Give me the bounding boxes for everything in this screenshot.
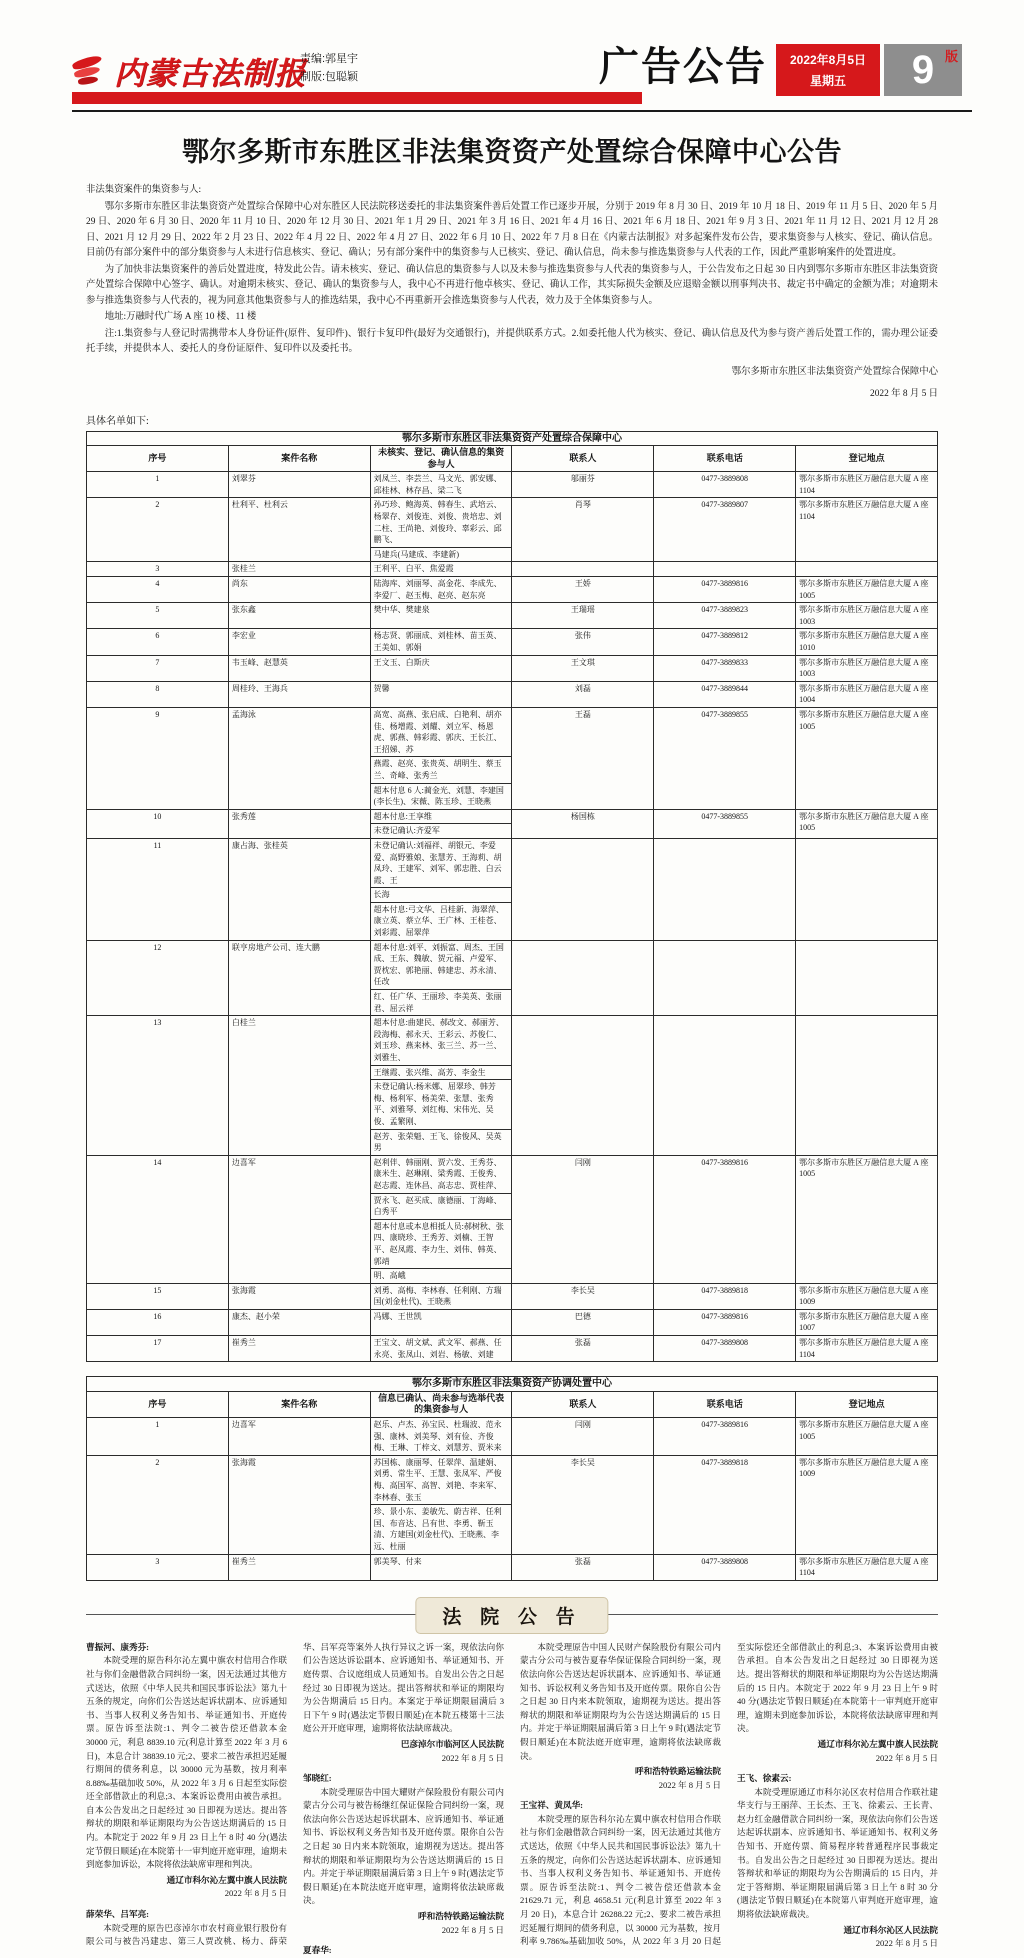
registration-location: 鄂尔多斯市东胜区万融信息大厦 A 座 1009 (796, 1283, 938, 1309)
table-row (87, 1283, 938, 1309)
participants-cell: 刘勇、高梅、李林春、任利刚、方瑞国(刘金杜代)、王晓燕 (370, 1283, 512, 1309)
participants-cell: 明、高峨 (370, 1269, 512, 1284)
row-index: 12 (87, 940, 229, 1016)
participants-cell: 未登记确认:齐爱军 (370, 824, 512, 839)
participants-cell: 孙巧珍、鲍海英、韩春生、武培云、杨翠存、刘俊连、刘俊、贵培忠、刘二柱、王尚艳、刘俊玲、辜彩云、邱鹏飞、 (370, 498, 512, 547)
registration-location: 鄂尔多斯市东胜区万融信息大厦 A 座 1005 (796, 707, 938, 809)
contact-phone: 0477-3889816 (654, 1309, 796, 1335)
participants-cell: 陆海库、刘丽琴、高金花、李成先、李爱厂、赵玉梅、赵亮、赵东亮 (370, 577, 512, 603)
column-header: 登记地点 (796, 446, 938, 472)
table-caption: 鄂尔多斯市东胜区非法集资资产处置综合保障中心 (87, 431, 938, 446)
participants-cell: 赵乐、卢杰、孙宝民、杜瑞波、范永强、康林、刘美琴、刘有俭、齐俊梅、王琳、丁梓文、刘慧芳、贾米来 (370, 1418, 512, 1456)
case-name: 张秀莲 (228, 809, 370, 838)
notice-date: 2022 年 8 月 5 日 (441, 1752, 504, 1763)
case-name: 联亨房地产公司、连大鹏 (228, 940, 370, 1016)
issue-weekday: 星期五 (809, 74, 846, 88)
registration-location (796, 838, 938, 940)
participants-cell: 冯娜、王世凯 (370, 1309, 512, 1335)
announcement-article (86, 130, 938, 1581)
notice-body: 本院受理原告中国大耀财产保险股份有限公司内蒙古分公司与被告杨继红保证保险合同纠纷一案，现依法向你公告送达起诉状副本、应诉通知书、举证通知书、诉讼权利义务告知书及开庭传票。限你自公告之日起 30 日内来本院领取，逾期视为送达。提出答辩状的期限和举证期限均为公告送达期满后的 15 日内。并定于举证期限届满后第 3 日上午 9 时(遇法定节假日顺延)在本院法庭开庭审理，逾期将依法缺席裁决。 (303, 1786, 504, 1906)
table-row (87, 1309, 938, 1335)
table-row (87, 1155, 938, 1193)
participants-cell: 超本付息:王享维 (370, 809, 512, 824)
table-row (87, 1455, 938, 1504)
notice-court: 呼和浩特铁路运输法院 (418, 1911, 504, 1922)
contact-phone: 0477-3889818 (654, 1455, 796, 1554)
contact-phone: 0477-3889808 (654, 1554, 796, 1580)
case-name: 崔秀兰 (228, 1554, 370, 1580)
address-line: 地址:万融时代广场 A 座 10 楼、11 楼 (104, 312, 257, 322)
case-name: 周桂玲、王海兵 (228, 681, 370, 707)
registration-location: 鄂尔多斯市东胜区万融信息大厦 A 座 1005 (796, 1418, 938, 1456)
notice-recipients: 邹晓红: (303, 1773, 332, 1784)
registration-location (796, 940, 938, 1016)
notice-date: 2022 年 8 月 5 日 (224, 1888, 287, 1899)
contact-person: 王瑞瑶 (512, 603, 654, 629)
notice-recipients: 王飞、徐素云: (737, 1773, 792, 1784)
contact-phone (654, 562, 796, 577)
table-row (87, 1016, 938, 1065)
contact-phone (654, 838, 796, 940)
case-name: 边喜军 (228, 1418, 370, 1456)
contact-person: 肖琴 (512, 498, 654, 562)
credits-block (300, 50, 358, 86)
contact-phone (654, 940, 796, 1016)
participants-cell: 贺馨 (370, 681, 512, 707)
row-index: 11 (87, 838, 229, 940)
paragraph-2: 为了加快非法集资案件的善后处置进度，特发此公告。请未核实、登记、确认信息的集资参与人以及未参与推选集资参与人代表的集资参与人，于公告发布之日起 30 日内到鄂尔多斯市东胜区非法集资资产处置综合保障中心签字、确认。对逾期未核实、登记、确认的集资参与人，我中心不再进行他卓核实、登记、确认工作，其实际损失金额及应退赔金额以刑事判决书、裁定书中确定的金额为准；对逾期未参与推选集资参与人代表的，视为同意其他集资参与人的推选结果，我中心不再重新开会推选集资参与人代表，效力及于全体集资参与人。 (86, 264, 938, 306)
notice-body: 本院受理的原告科尔沁左翼中旗农村信用合作联社与你们金融借款合同纠纷一案，因无法通过其他方式送达，依照《中华人民共和国民事诉讼法》第九十五条的规定，向你们公告送达起诉状副本、应诉通知书、当事人权利义务告知书、举证通知书、开庭传票。原告诉至法院:1、判令二被告偿还借款本金 21629.71 元，利息 4658.51 元(利息计算至 2022 年 3 月 20 日)，本息合计 26288.22 元;2、要求二被告承担迟延履行期间的债务利息，以 30000 元为基数，按月利率 9.786‰基础加收 50%，从 2022 年 3 月 20 日起至实际偿还全部借款止的利息;3、本案诉讼费用由被告承担。自本公告发出之日起经过 30 日即视为送达。提出答辩状的期限和举证期限均为公告送达期满后的 15 日内。本院定于 2022 年 9 月 23 日上午 9 时 40 分(遇法定节假日顺延)在本院第十一审判庭开庭审理，逾期未到庭参加诉讼，本院将依法缺席审理和判决。 (520, 1641, 938, 1947)
contact-person: 闫刚 (512, 1418, 654, 1456)
date-box (776, 44, 880, 96)
table-row (87, 838, 938, 887)
court-section-header (86, 1597, 938, 1631)
page-number: 9 (911, 48, 935, 92)
row-index: 16 (87, 1309, 229, 1335)
participants-cell: 刘凤兰、李芸兰、马文光、郭安娜、邱桂林、林存昌、梁二飞 (370, 472, 512, 498)
participants-cell: 超本付息 6 人:蔺金光、刘慧、李建国(李长生)、宋薇、陈玉珍、王晓燕 (370, 783, 512, 809)
notice-body: 本院受理的原告科尔沁左翼中旗农村信用合作联社与你们金融借款合同纠纷一案，因无法通过其他方式送达，依照《中华人民共和国民事诉讼法》第九十五条的规定，向你们公告送达起诉状副本、应诉通知书、当事人权利义务告知书、举证通知书、开庭传票。原告诉至法院:1、判令二被告偿还借款本金 30000 元，利息 8839.10 元(利息计算至 2022 年 3 月 6 日)，本息合计 38839.10 元;2、要求二被告承担迟延履行期间的债务利息，以 30000 元为基数，按月利率 8.88‰基础加收 50%，从 2022 年 3 月 6 日起至实际偿还全部借款止的利息;3、本案诉讼费用由被告承担。自本公告发出之日起经过 30 日即视为送达。提出答辩状的期限和举证期限均为公告送达期满后的 15 日内。本院定于 2022 年 9 月 23 日上午 8 时 40 分(遇法定节假日顺延)在本院第十一审判庭开庭审理，逾期未到庭参加诉讼，本院将依法缺席审理和判决。 (86, 1655, 287, 1870)
participants-cell: 苏国栋、康丽琴、任翠萍、温建娟、刘勇、常生平、王慧、张凤军、严俊梅、高国军、高智、刘艳、李来军、李林春、张玉 (370, 1455, 512, 1504)
masthead (52, 42, 972, 114)
case-name: 孟海泳 (228, 707, 370, 809)
notice-recipients: 夏春华: (303, 1945, 332, 1956)
contact-person: 张磊 (512, 1336, 654, 1362)
contact-person (512, 1016, 654, 1156)
registration-location: 鄂尔多斯市东胜区万融信息大厦 A 座 1004 (796, 681, 938, 707)
column-header: 序号 (87, 446, 229, 472)
contact-person (512, 838, 654, 940)
column-header: 联系电话 (654, 1391, 796, 1417)
notice-date: 2022 年 8 月 5 日 (875, 1938, 938, 1949)
participants-cell: 郭美琴、付来 (370, 1554, 512, 1580)
participants-cell: 王宝文、胡文斌、武文军、郝燕、任永亮、张凤山、刘岩、杨敏、刘建 (370, 1336, 512, 1362)
column-header: 信息已确认、尚未参与选举代表的集资参与人 (370, 1391, 512, 1417)
paper-name: 内蒙古法制报 (114, 56, 306, 91)
participants-cell: 珍、景小东、姜敏先、蔚吉祥、任利国、布音达、吕有世、李勇、靳玉清、方建国(刘金杜代)、王晓燕、李远、杜丽 (370, 1505, 512, 1554)
participants-cell: 未登记确认:刘福祥、胡银元、李爱爱、高野雅娘、张慧芳、王海莉、胡凤玲、王建军、刘军、郭忠胜、白云霞、王 (370, 838, 512, 887)
contact-person: 张伟 (512, 629, 654, 655)
notice-body: 本院受理的原告巴彦淖尔市农村商业银行股份有限公司与被告冯建忠、第三人贾改桃、杨力、薛荣华、吕军亮等案外人执行异议之诉一案，现依法向你们公告送达诉讼副本、应诉通知书、举证通知书、开庭传票、合议庭组成人员通知书。自发出公告之日起经过 30 日即视为送达。提出答辩状和举证的期限均为公告期满后 15 日内。本案定于举证期限届满后 3 日下午 9 时(遇法定节假日顺延)在本院五楼第十三法庭公开开庭审理，逾期将依法缺席裁决。 (86, 1641, 504, 1947)
contact-person: 刘磊 (512, 681, 654, 707)
table-row (87, 562, 938, 577)
notice-date: 2022 年 8 月 5 日 (441, 1924, 504, 1935)
participants-cell: 王文玉、白斯庆 (370, 655, 512, 681)
registration-location: 鄂尔多斯市东胜区万融信息大厦 A 座 1005 (796, 1155, 938, 1283)
participants-cell: 贾永飞、赵买成、康德丽、丁海峰、白秀平 (370, 1193, 512, 1219)
flame-logo-icon (70, 54, 106, 88)
notice-court: 通辽市科尔沁左翼中旗人民法院 (817, 1738, 938, 1749)
table-caption-row (87, 1377, 938, 1392)
contact-phone: 0477-3889808 (654, 1336, 796, 1362)
contact-person: 王娇 (512, 577, 654, 603)
paragraph-1: 鄂尔多斯市东胜区非法集资资产处置综合保障中心对东胜区人民法院移送委托的非法集资案件善后处置工作已逐步开展，分别于 2019 年 8 月 30 日、2019 年 10 月 18 日、2019 年 11 月 5 日、2020 年 5 月 29 日、2020 年 6 月 30 日、2020 年 11 月 10 日、2020 年 12 月 30 日、2021 年 1 月 29 日、2021 年 3 月 16 日、2021 年 4 月 16 日、2021 年 6 月 18 日、2021 年 9 月 3 日、2021 年 11 月 12 日、2021 月 12 月 28 日、2021 月 12 月 29 日、2022 年 2 月 23 日、2022 年 4 月 22 日、2022 年 4 月 27 日、2022 年 6 月 10 日、2022 年 7 月 8 日在《内蒙古法制报》对多起案件发布公告，要求集资参与人核实、登记、确认信息。目前仍有部分案件中的部分集资参与人未进行信息核实、登记、确认；另有部分案件中的集资参与人已核实、登记、确认信息，尚未参与推选集资参与人代表的工作，因此严重影响案件的处置进度。 (86, 201, 938, 258)
contact-person: 杨国栋 (512, 809, 654, 838)
registration-location: 鄂尔多斯市东胜区万融信息大厦 A 座 1104 (796, 1336, 938, 1362)
table-caption-row (87, 431, 938, 446)
notice-court: 通辽市科尔沁左翼中旗人民法院 (166, 1874, 287, 1885)
table-row (87, 655, 938, 681)
case-name: 康杰、赵小荣 (228, 1309, 370, 1335)
notice-body: 本院受理原告中国人民财产保险股份有限公司内蒙古分公司与被告夏春华保证保险合同纠纷一案，现依法向你公告送达起诉状副本、应诉通知书、举证通知书、诉讼权利义务告知书及开庭传票。限你自公告之日起 30 日内来本院领取，逾期视为送达。提出答辩状的期限和举证期限均为公告送达期满后的 15 日内。并定于举证期限届满后第 3 日上午 9 时(遇法定节假日顺延)在本院法庭开庭审理，逾期将依法缺席裁决。 (520, 1641, 721, 1761)
participants-cell: 超本付息或本息相抵人员:郝树秋、张四、康晓珍、王秀芳、刘楠、王智平、赵凤霞、李力生、刘伟、韩英、郭靖 (370, 1219, 512, 1268)
contact-person: 闫刚 (512, 1155, 654, 1283)
red-rule (72, 92, 642, 104)
case-name: 张海霞 (228, 1455, 370, 1554)
black-rule (72, 110, 972, 112)
case-name: 张桂兰 (228, 562, 370, 577)
participants-cell: 马建兵(马建成、李建新) (370, 547, 512, 562)
registration-location: 鄂尔多斯市东胜区万融信息大厦 A 座 1104 (796, 498, 938, 562)
case-name: 张东鑫 (228, 603, 370, 629)
contact-phone: 0477-3889812 (654, 629, 796, 655)
column-header: 案件名称 (228, 446, 370, 472)
row-index: 15 (87, 1283, 229, 1309)
contact-person (512, 562, 654, 577)
notice-date: 2022 年 8 月 5 日 (875, 1752, 938, 1763)
table-caption: 鄂尔多斯市东胜区非法集资资产协调处置中心 (87, 1377, 938, 1392)
credit-editor: 责编:郭星宇 (300, 53, 359, 65)
table-row (87, 1554, 938, 1580)
contact-person: 王磊 (512, 707, 654, 809)
participants-cell: 高宽、高燕、张启成、白艳利、胡亦佳、杨增霞、刘耀、刘立军、杨恩虎、郭燕、韩彩霞、郭庆、王长江、王招娣、苏 (370, 707, 512, 756)
court-section-title: 法 院 公 告 (415, 1597, 608, 1634)
table-row (87, 498, 938, 547)
row-index: 9 (87, 707, 229, 809)
case-name: 李宏业 (228, 629, 370, 655)
column-header: 案件名称 (228, 1391, 370, 1417)
case-name: 刘翠芬 (228, 472, 370, 498)
contact-person: 李长吴 (512, 1455, 654, 1554)
table-row (87, 707, 938, 756)
row-index: 3 (87, 562, 229, 577)
table-row (87, 577, 938, 603)
row-index: 2 (87, 498, 229, 562)
registration-location: 鄂尔多斯市东胜区万融信息大厦 A 座 1104 (796, 1554, 938, 1580)
row-index: 7 (87, 655, 229, 681)
notice-recipients: 薛荣华、吕军亮: (86, 1909, 150, 1920)
page-unit-label: 版 (944, 49, 958, 64)
table-row (87, 603, 938, 629)
issue-date: 2022年8月5日 (789, 53, 867, 67)
contact-phone: 0477-3889818 (654, 1283, 796, 1309)
column-header: 未核实、登记、确认信息的集资参与人 (370, 446, 512, 472)
registration-location: 鄂尔多斯市东胜区万融信息大厦 A 座 1003 (796, 655, 938, 681)
case-name: 崔秀兰 (228, 1336, 370, 1362)
notice-recipients: 曹振河、康秀芬: (86, 1641, 150, 1652)
registration-location (796, 562, 938, 577)
table-row (87, 1336, 938, 1362)
registration-location: 鄂尔多斯市东胜区万融信息大厦 A 座 1005 (796, 809, 938, 838)
contact-phone: 0477-3889816 (654, 577, 796, 603)
row-index: 1 (87, 472, 229, 498)
column-header: 联系人 (512, 446, 654, 472)
table-row (87, 940, 938, 989)
signature-org: 鄂尔多斯市东胜区非法集资资产处置综合保障中心 (731, 366, 938, 377)
list-lead: 具体名单如下: (86, 415, 149, 427)
notice-court: 呼和浩特铁路运输法院 (635, 1766, 721, 1777)
registration-location: 鄂尔多斯市东胜区万融信息大厦 A 座 1007 (796, 1309, 938, 1335)
credit-layout: 制版:包聪颖 (300, 71, 359, 83)
registration-location: 鄂尔多斯市东胜区万融信息大厦 A 座 1104 (796, 472, 938, 498)
row-index: 6 (87, 629, 229, 655)
row-index: 2 (87, 1455, 229, 1554)
table-header-row (87, 446, 938, 472)
contact-person (512, 940, 654, 1016)
row-index: 1 (87, 1418, 229, 1456)
signature-date: 2022 年 8 月 5 日 (870, 388, 938, 399)
contact-phone: 0477-3889855 (654, 707, 796, 809)
case-name: 张海霞 (228, 1283, 370, 1309)
row-index: 5 (87, 603, 229, 629)
row-index: 10 (87, 809, 229, 838)
row-index: 13 (87, 1016, 229, 1156)
case-name: 杜利平、杜利云 (228, 498, 370, 562)
contact-phone: 0477-3889833 (654, 655, 796, 681)
contact-phone: 0477-3889816 (654, 1155, 796, 1283)
notice-recipients: 王宝祥、黄凤华: (520, 1800, 584, 1811)
registration-table-1 (86, 431, 938, 1363)
participants-cell: 赵芳、张荣魁、王飞、徐俊风、吴英男 (370, 1129, 512, 1155)
table-row (87, 809, 938, 824)
table-row (87, 629, 938, 655)
contact-phone: 0477-3889807 (654, 498, 796, 562)
contact-phone: 0477-3889855 (654, 809, 796, 838)
row-index: 14 (87, 1155, 229, 1283)
notice-court: 通辽市科尔沁区人民法院 (843, 1924, 938, 1935)
participants-cell: 樊中华、樊建泉 (370, 603, 512, 629)
case-name: 尚东 (228, 577, 370, 603)
salutation: 非法集资案件的集资参与人: (86, 185, 202, 195)
page-title: 鄂尔多斯市东胜区非法集资资产处置综合保障中心公告 (182, 137, 842, 167)
column-header: 登记地点 (796, 1391, 938, 1417)
contact-phone: 0477-3889808 (654, 472, 796, 498)
registration-location: 鄂尔多斯市东胜区万融信息大厦 A 座 1005 (796, 577, 938, 603)
case-name: 康占海、张桂英 (228, 838, 370, 940)
case-name: 白桂兰 (228, 1016, 370, 1156)
registration-location: 鄂尔多斯市东胜区万融信息大厦 A 座 1003 (796, 603, 938, 629)
participants-cell: 燕霞、赵亮、张贵英、胡明生、蔡玉兰、奇峰、张秀兰 (370, 757, 512, 783)
registration-location (796, 1016, 938, 1156)
registration-location: 鄂尔多斯市东胜区万融信息大厦 A 座 1009 (796, 1455, 938, 1554)
contact-phone (654, 1016, 796, 1156)
table-row (87, 681, 938, 707)
column-header: 联系电话 (654, 446, 796, 472)
contact-person: 邬丽芬 (512, 472, 654, 498)
court-notices (86, 1641, 938, 1958)
row-index: 3 (87, 1554, 229, 1580)
contact-person: 李长吴 (512, 1283, 654, 1309)
table-row (87, 472, 938, 498)
contact-person: 王文琪 (512, 655, 654, 681)
case-name: 韦玉峰、赵慧英 (228, 655, 370, 681)
table-header-row (87, 1391, 938, 1417)
participants-cell: 杨志贤、郭丽成、刘桂林、苗玉英、王美如、郭娟 (370, 629, 512, 655)
newspaper-page (0, 42, 1024, 1956)
column-header: 联系人 (512, 1391, 654, 1417)
contact-person: 巴德 (512, 1309, 654, 1335)
section-title: 广告公告 (599, 45, 767, 89)
case-name: 边喜军 (228, 1155, 370, 1283)
participants-cell: 赵利伴、韩丽刚、贾六发、王秀芬、康米生、赵琳刚、梁秀霞、王俊秀、赵志霞、连休昌、高志忠、贾桂萍、 (370, 1155, 512, 1193)
column-header: 序号 (87, 1391, 229, 1417)
contact-phone: 0477-3889816 (654, 1418, 796, 1456)
participants-cell: 长海 (370, 888, 512, 903)
participants-cell: 王利平、白平、焦爱霞 (370, 562, 512, 577)
notice-date: 2022 年 8 月 5 日 (658, 1779, 721, 1790)
row-index: 4 (87, 577, 229, 603)
participants-cell: 超本付息:刘平、刘振富、周杰、王国成、王东、魏敏、贺元福、卢爱军、贾枕宏、郭艳丽、韩建忠、苏永清、任改 (370, 940, 512, 989)
participants-cell: 未登记确认:杨米娜、屈翠珍、韩芳梅、杨利军、杨美荣、张慧、张秀平、刘雅琴、刘红梅、宋伟光、吴俊、孟繁刚、 (370, 1080, 512, 1129)
page-number-box (884, 44, 962, 96)
participants-cell: 超本付息:弓文华、吕桂新、海翠萍、康立英、蔡立华、王广林、王桂苍、刘彩霞、屈翠萍 (370, 902, 512, 940)
registration-table-2 (86, 1376, 938, 1581)
notice-body: 本院受理原通辽市科尔沁区农村信用合作联社建华支行与王丽萍、王长杰、王飞、徐素云、王长青、赵力红金融借款合同纠纷一案，现依法向你们公告送达起诉状副本、应诉通知书、举证通知书、权利义务告知书、开庭传票、简易程序转普通程序民事裁定书。自发出公告之日起经过 30 日即视为送达。提出答辩状和举证的期限均为公告期满后的 15 日内，并定于答辩期、举证期限届满后第 3 日上午 8 时 30 分(遇法定节假日顺延)在本院第八审判庭开庭审理，逾期将依法缺席裁决。 (737, 1786, 938, 1920)
participants-cell: 王继霞、张兴维、高芳、李金生 (370, 1065, 512, 1080)
participants-cell: 红、任广华、王丽珍、李美英、张丽君、屈云祥 (370, 990, 512, 1016)
contact-phone: 0477-3889844 (654, 681, 796, 707)
newspaper-logo (70, 48, 306, 93)
notes-line: 注:1.集资参与人登记时需携带本人身份证件(原件、复印件)、银行卡复印件(最好为交通银行)，并提供联系方式。2.如委托他人代为核实、登记、确认信息及代为参与资产善后处置工作的，需办理公证委托手续，并提供本人、委托人的身份证原件、复印件以及委托书。 (86, 328, 938, 354)
registration-location: 鄂尔多斯市东胜区万融信息大厦 A 座 1010 (796, 629, 938, 655)
row-index: 8 (87, 681, 229, 707)
contact-person: 张磊 (512, 1554, 654, 1580)
table-row (87, 1418, 938, 1456)
participants-cell: 超本付息:曲建民、郝改文、郝丽芳、段海梅、郝永天、王彩云、苏俊仁、刘玉珍、燕来林、张三兰、苏一兰、刘雅生、 (370, 1016, 512, 1065)
notice-court: 巴彦淖尔市临河区人民法院 (400, 1738, 504, 1749)
row-index: 17 (87, 1336, 229, 1362)
contact-phone: 0477-3889823 (654, 603, 796, 629)
